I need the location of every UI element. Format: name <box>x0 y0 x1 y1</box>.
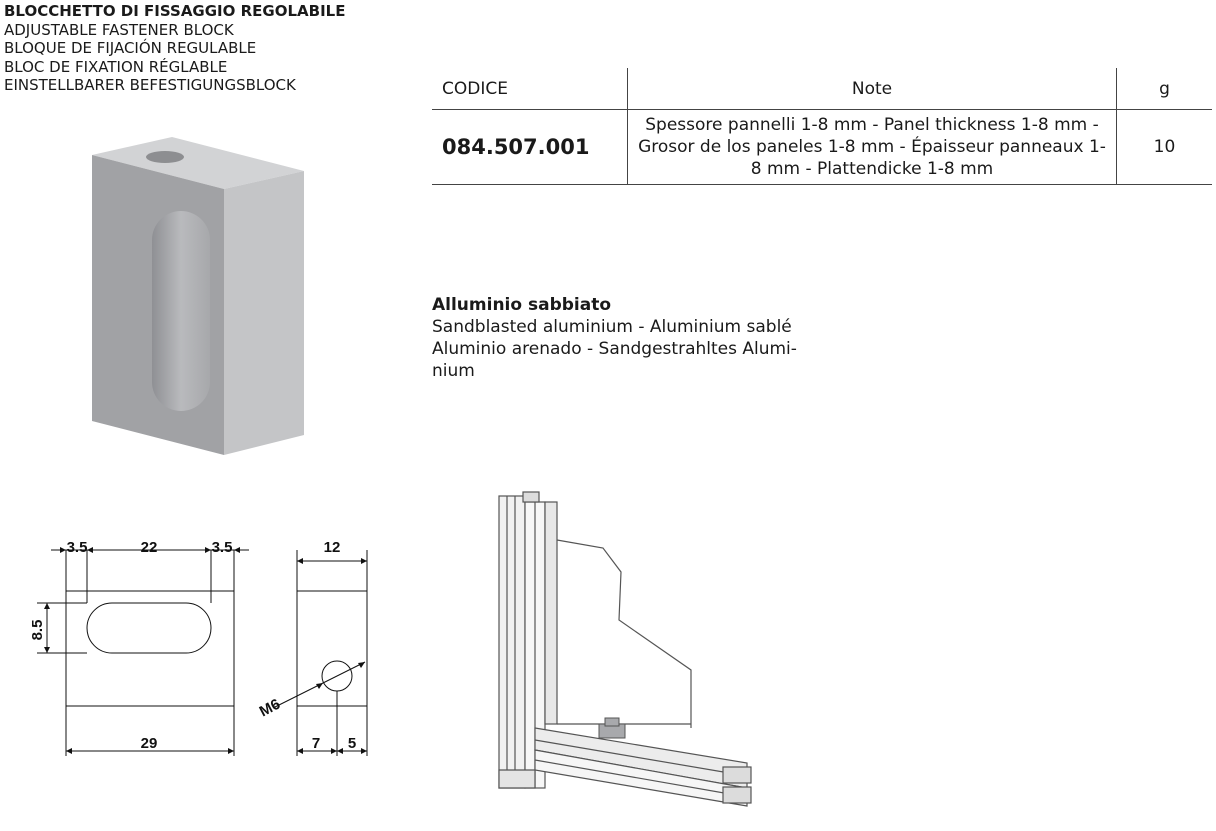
header-note: Note <box>628 68 1117 110</box>
product-render-image <box>90 133 310 458</box>
assembly-illustration <box>495 488 775 823</box>
product-code: 084.507.001 <box>432 110 628 185</box>
header-weight: g <box>1117 68 1213 110</box>
table-header-row <box>432 68 1212 110</box>
dim-thread-label: M6 <box>256 695 284 721</box>
dim-right-label: 3.5 <box>211 539 233 556</box>
dim-slot-label: 22 <box>140 539 158 556</box>
title-italian: BLOCCHETTO DI FISSAGGIO REGOLABILE <box>4 2 346 20</box>
title-german: EINSTELLBARER BEFESTIGUNGSBLOCK <box>4 76 296 94</box>
dim-thickness-label: 12 <box>323 539 341 556</box>
title-english: ADJUSTABLE FASTENER BLOCK <box>4 20 234 39</box>
material-title: Alluminio sabbiato <box>432 295 612 315</box>
dim-a-label: 7 <box>311 735 321 752</box>
material-block <box>432 294 822 382</box>
table-row <box>432 110 1212 185</box>
dimension-drawing <box>25 530 385 770</box>
title-block <box>4 2 345 95</box>
title-spanish: BLOQUE DE FIJACIÓN REGULABLE <box>4 39 257 57</box>
product-note: Spessore pannelli 1-8 mm - Panel thickness 1-8 mm - Grosor de los paneles 1-8 mm - Épaisseur panneaux 1-8 mm - Plattendicke 1-8 mm <box>628 110 1117 185</box>
product-weight: 10 <box>1117 110 1213 185</box>
material-description: Sandblasted aluminium - Aluminium sablé Aluminio arenado - Sandgestrahltes Alumi-nium <box>432 317 797 381</box>
dim-height-label: 8.5 <box>29 619 46 641</box>
spec-table <box>432 68 1212 185</box>
dim-b-label: 5 <box>347 735 357 752</box>
header-code: CODICE <box>432 68 628 110</box>
title-french: BLOC DE FIXATION RÉGLABLE <box>4 57 228 76</box>
dim-width-label: 29 <box>140 735 158 752</box>
dim-left-label: 3.5 <box>66 539 88 556</box>
